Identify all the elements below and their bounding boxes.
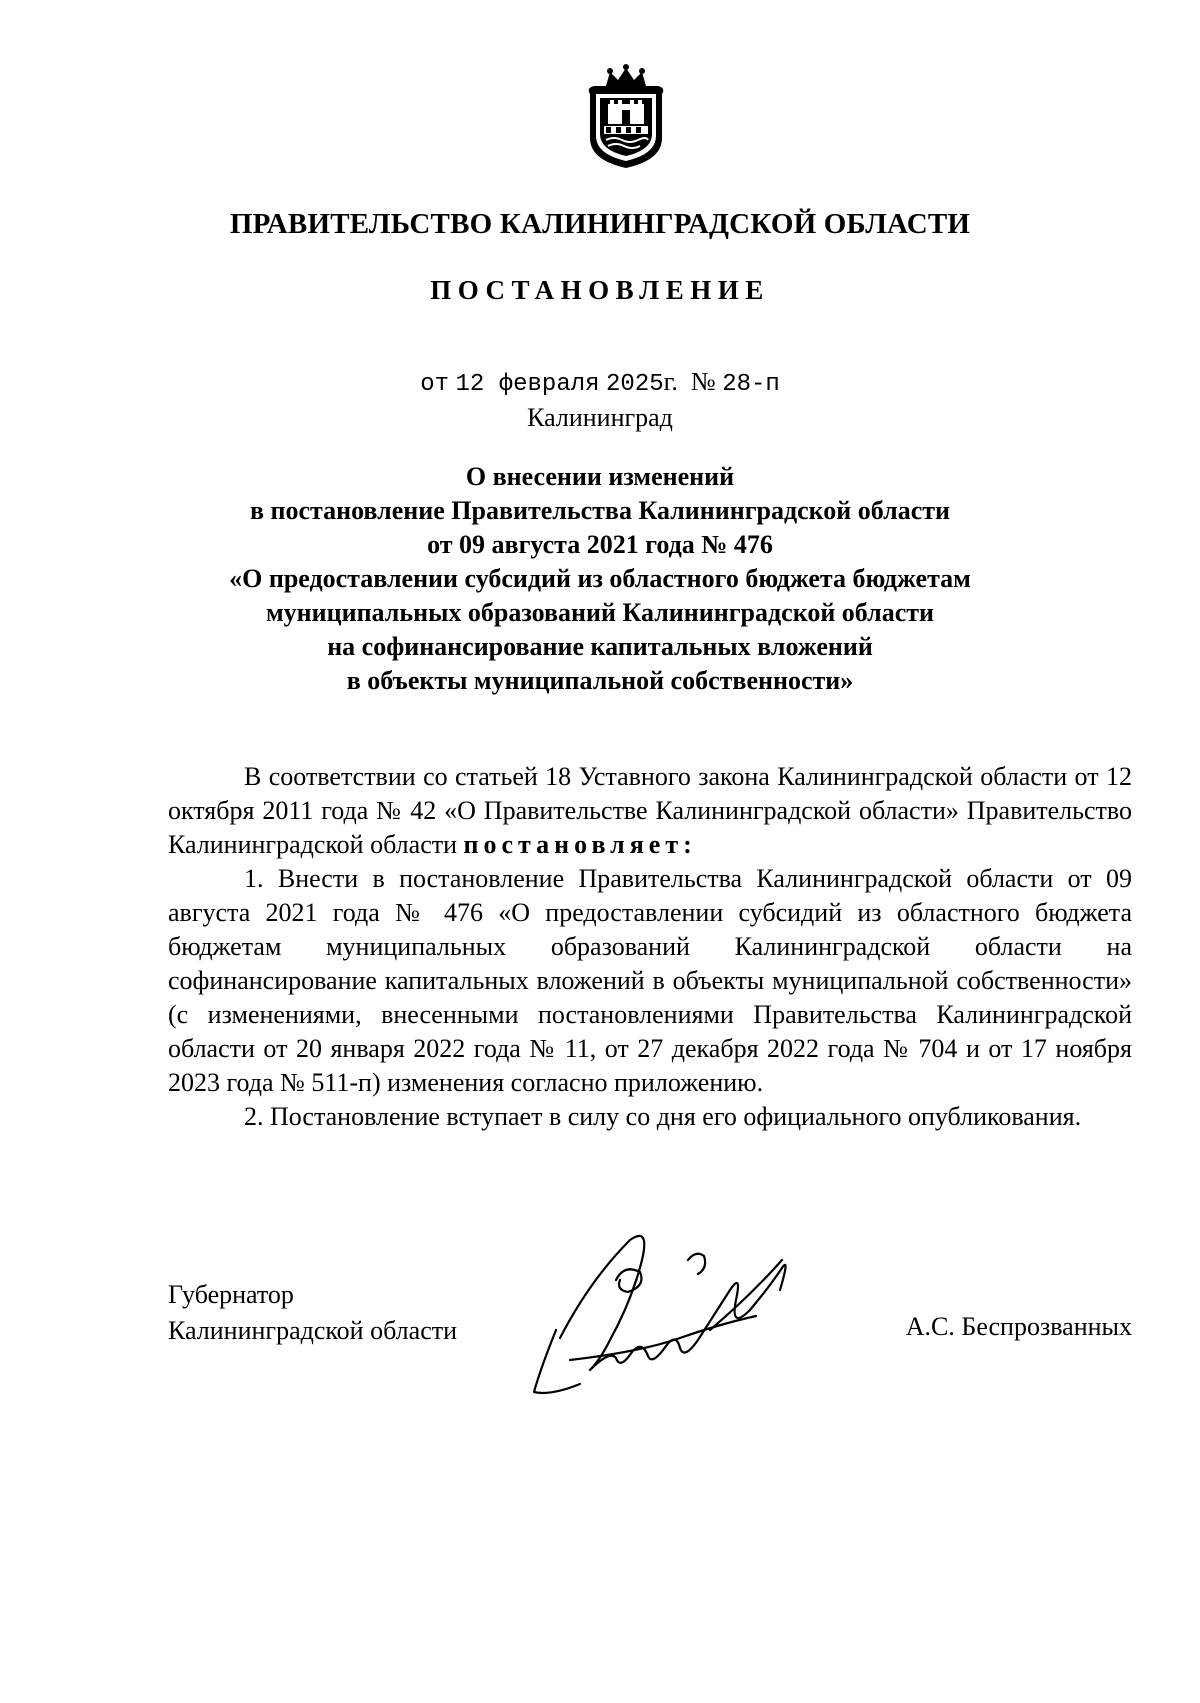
preamble-text: В соответствии со статьей 18 Уставного закона Калининградской области от 12 октября 2011 года № 42 «О Правительстве Калининградской области» Правительство Калининградской области xyxy=(168,762,1132,859)
coat-of-arms-emblem xyxy=(584,64,668,172)
position-line: Калининградской области xyxy=(168,1316,458,1345)
subject-line: О внесении изменений xyxy=(465,462,735,491)
document-body xyxy=(168,760,1132,1134)
preamble-paragraph xyxy=(168,760,1132,862)
item-2-paragraph: 2. Постановление вступает в силу со дня его официального опубликования. xyxy=(244,1102,1082,1131)
year-suffix: г. xyxy=(663,367,678,396)
registration-line xyxy=(0,367,1200,398)
subject-line: в постановление Правительства Калининградской области xyxy=(249,496,951,525)
document-kind-title: ПОСТАНОВЛЕНИЕ xyxy=(430,275,770,305)
signer-position xyxy=(168,1277,457,1349)
handwritten-signature xyxy=(520,1220,820,1400)
position-line: Губернатор xyxy=(168,1280,294,1309)
city: Калининград xyxy=(527,403,673,432)
document-year: 2025 xyxy=(606,371,664,398)
number-sign: № xyxy=(690,367,716,396)
item-1-paragraph: 1. Внести в постановление Правительства Калининградской области от 09 августа 2021 года № 476 «О предоставлении субсидий из областного бюджета бюджетам муниципальных образований Калининградской области на софинансирование капитальных вложений в объекты муниципальной собственности» (с изменениями, внесенными постановлениями Правительства Калининградской области от 20 января 2022 года № 11, от 27 декабря 2022 года № 704 и от 17 ноября 2023 года № 511-п) изменения согласно приложению. xyxy=(168,864,1132,1097)
document-subject xyxy=(200,460,1000,698)
subject-line: муниципальных образований Калининградской области xyxy=(265,598,935,627)
document-date: 12 февраля xyxy=(455,371,600,398)
resolves-word: постановляет: xyxy=(463,830,697,859)
subject-line: на софинансирование капитальных вложений xyxy=(327,632,873,661)
organization-title: ПРАВИТЕЛЬСТВО КАЛИНИНГРАДСКОЙ ОБЛАСТИ xyxy=(229,208,971,240)
subject-line: от 09 августа 2021 года № 476 xyxy=(427,530,773,559)
signer-name: А.С. Беспрозванных xyxy=(905,1312,1132,1341)
subject-line: «О предоставлении субсидий из областного бюджета бюджетам xyxy=(229,564,971,593)
date-prefix: от xyxy=(420,371,449,398)
document-number: 28-п xyxy=(722,371,780,398)
subject-line: в объекты муниципальной собственности» xyxy=(346,666,854,695)
